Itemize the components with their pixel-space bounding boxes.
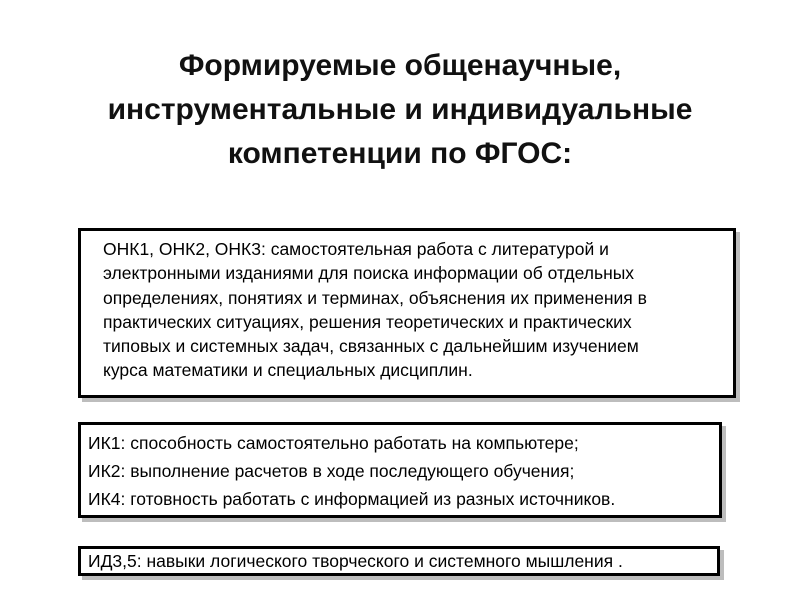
onk-text-line: типовых и системных задач, связанных с дальнейшим изучением: [103, 336, 639, 357]
id-competencies-box: [78, 546, 720, 576]
title-line: инструментальные и индивидуальные: [107, 93, 693, 126]
ik-competencies-box: [78, 422, 722, 518]
ik-item: ИК4: готовность работать с информацией из разных источников.: [88, 489, 616, 509]
title-line: компетенции по ФГОС:: [227, 137, 573, 170]
onk-text-line: электронными изданиями для поиска информации об отдельных: [103, 263, 635, 284]
ik-item: ИК2: выполнение расчетов в ходе последующего обучения;: [88, 461, 575, 481]
onk-competencies-text: [103, 237, 723, 383]
slide-title: [40, 44, 760, 176]
onk-text-line: практических ситуациях, решения теоретических и практических: [103, 311, 632, 332]
onk-text-line: ОНК1, ОНК2, ОНК3: самостоятельная работа с литературой и: [103, 239, 609, 259]
ik-item: ИК1: способность самостоятельно работать на компьютере;: [88, 433, 579, 453]
onk-text-line: курса математики и специальных дисциплин.: [103, 360, 473, 381]
onk-competencies-box: [78, 228, 736, 398]
onk-text-line: определениях, понятиях и терминах, объяснения их применения в: [103, 287, 647, 308]
title-line: Формируемые общенаучные,: [178, 49, 622, 82]
id-item: ИД3,5: навыки логического творческого и системного мышления .: [88, 551, 623, 571]
